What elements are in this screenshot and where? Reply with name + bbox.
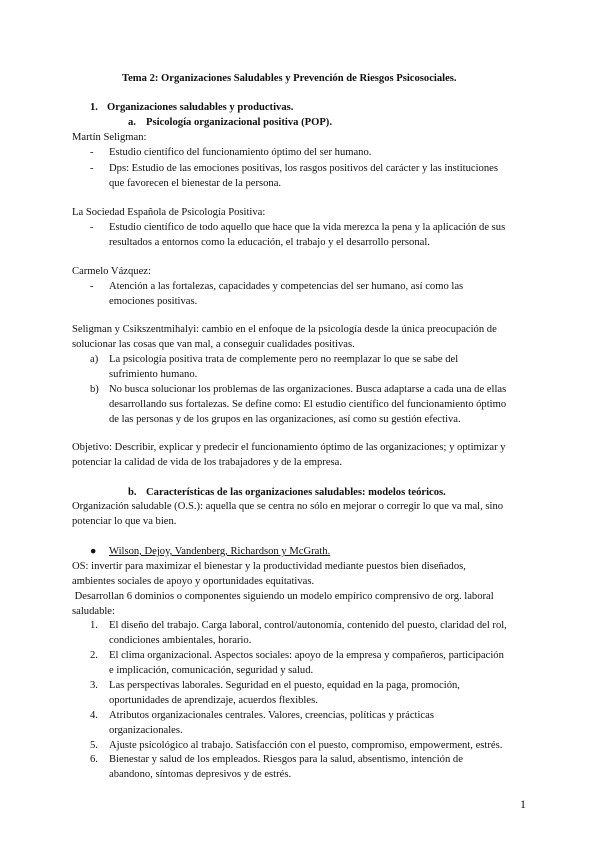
sociedad-item-continued: resultados a entornos como la educación, el trabajo y el desarrollo personal.	[109, 237, 430, 248]
list-number: 6.	[90, 754, 98, 765]
csiks-item-line: La psicología positiva trata de complemente pero no reemplazar lo que se sabe del	[109, 354, 459, 365]
section-1-number: 1.	[90, 102, 98, 113]
domain-item-line: condiciones ambientales, horario.	[109, 635, 252, 646]
vazquez-item-continued: emociones positivas.	[109, 296, 198, 307]
domain-item-line: Las perspectivas laborales. Seguridad en el puesto, equidad en la paga, promoción,	[109, 680, 460, 691]
csiks-item-line: No busca solucionar los problemas de las organizaciones. Busca adaptarse a cada una de ellas	[109, 384, 507, 395]
dash-bullet: -	[90, 222, 94, 233]
objetivo-line: Objetivo: Describir, explicar y predecir el funcionamiento óptimo de las organizaciones; y optimizar y	[72, 442, 506, 453]
section-1-title: Organizaciones saludables y productivas.	[107, 102, 294, 113]
vazquez-item: Atención a las fortalezas, capacidades y competencias del ser humano, así como las	[109, 281, 464, 292]
csiks-item-line: desarrollando sus fortalezas. Se define como: El estudio científico del funcionamiento óptimo	[109, 399, 507, 410]
subsection-b-title: Características de las organizaciones saludables: modelos teóricos.	[146, 487, 446, 498]
page-number: 1	[520, 797, 526, 811]
bullet-dot-icon: ●	[90, 546, 97, 557]
domain-item-line: e implicación, comunicación, seguridad y salud.	[109, 665, 314, 676]
list-number: 5.	[90, 740, 98, 751]
subsection-a-letter: a.	[128, 117, 136, 128]
dash-bullet: -	[90, 147, 94, 158]
os-definition-line: Organización saludable (O.S.): aquella que se centra no sólo en mejorar o corregir lo que va mal, sino	[72, 501, 504, 512]
domain-item-line: abandono, síntomas depresivos y de estrés.	[109, 769, 292, 780]
sociedad-item: Estudio científico de todo aquello que hace que la vida merezca la pena y la aplicación de sus	[109, 222, 506, 233]
sociedad-heading: La Sociedad Española de Psicología Positiva:	[72, 207, 266, 218]
list-number: 4.	[90, 710, 98, 721]
csiks-paragraph-line: Seligman y Csikszentmihalyi: cambio en el enfoque de la psicología desde la única preocupación de	[72, 324, 497, 335]
subsection-b-letter: b.	[128, 487, 137, 498]
list-number: 1.	[90, 620, 98, 631]
domain-item-line: oportunidades de aprendizaje, acuerdos flexibles.	[109, 695, 318, 706]
domain-item-line: organizacionales.	[109, 725, 183, 736]
document-title: Tema 2: Organizaciones Saludables y Prevención de Riesgos Psicosociales.	[122, 73, 457, 84]
csiks-item-line: de las personas y de los grupos en las organizaciones, así como su gestión efectiva.	[109, 414, 461, 425]
desarrollan-line: saludable:	[72, 606, 115, 617]
list-marker: a)	[90, 354, 99, 365]
list-marker: b)	[90, 384, 99, 395]
seligman-heading: Martín Seligman:	[72, 132, 147, 143]
csiks-item-line: sufrimiento humano.	[109, 369, 198, 380]
dash-bullet: -	[90, 163, 94, 174]
dash-bullet: -	[90, 281, 94, 292]
csiks-paragraph-line: solucionar las cosas que van mal, a conseguir cualidades positivas.	[72, 339, 355, 350]
domain-item-line: Bienestar y salud de los empleados. Riesgos para la salud, absentismo, intención de	[109, 754, 463, 765]
objetivo-line: potenciar la calidad de vida de los trabajadores y de la empresa.	[72, 457, 343, 468]
seligman-item: Dps: Estudio de las emociones positivas, los rasgos positivos del carácter y las instituciones	[109, 163, 498, 174]
vazquez-heading: Carmelo Vázquez:	[72, 266, 151, 277]
domain-item-line: Atributos organizacionales centrales. Valores, creencias, políticas y prácticas	[109, 710, 434, 721]
seligman-item-continued: que favorecen el bienestar de la persona.	[109, 178, 282, 189]
desarrollan-line: Desarrollan 6 dominios o componentes siguiendo un modelo empírico comprensivo de org. laboral	[72, 591, 494, 602]
os-definition-line: potenciar lo que va bien.	[72, 516, 177, 527]
domain-item-line: Ajuste psicológico al trabajo. Satisfacción con el puesto, compromiso, empowerment, estrés.	[109, 740, 503, 751]
seligman-item: Estudio científico del funcionamiento óptimo del ser humano.	[109, 147, 372, 158]
domain-item-line: El diseño del trabajo. Carga laboral, control/autonomía, contenido del puesto, claridad del rol,	[109, 620, 507, 631]
list-number: 2.	[90, 650, 98, 661]
os-investment-line: ambientes sociales de apoyo y oportunidades equitativas.	[72, 576, 315, 587]
domain-item-line: El clima organizacional. Aspectos sociales: apoyo de la empresa y compañeros, participación	[109, 650, 504, 661]
list-number: 3.	[90, 680, 98, 691]
wilson-model-title: Wilson, Dejoy, Vandenberg, Richardson y McGrath.	[109, 546, 331, 557]
os-investment-line: OS: invertir para maximizar el bienestar y la productividad mediante puestos bien diseñados,	[72, 561, 466, 572]
subsection-a-title: Psicología organizacional positiva (POP).	[146, 117, 332, 128]
